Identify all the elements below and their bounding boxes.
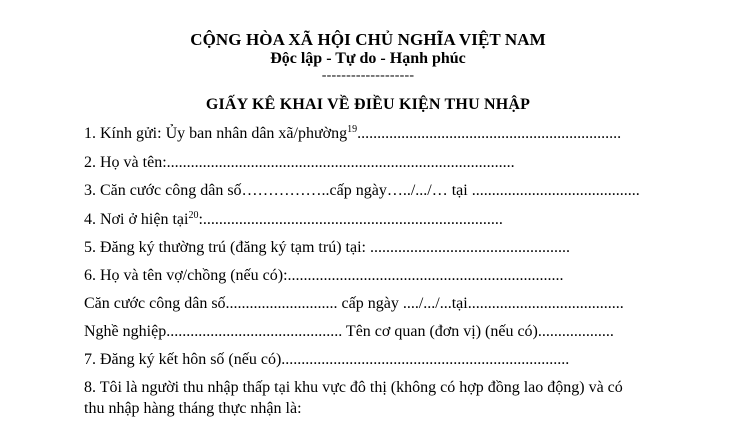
footnote-ref-19: 19: [347, 124, 358, 135]
field-full-name: 2. Họ và tên:.......................................................................................: [84, 154, 515, 171]
nation-heading: CỘNG HÒA XÃ HỘI CHỦ NGHĨA VIỆT NAM: [190, 30, 546, 49]
field-spouse-name: 6. Họ và tên vợ/chồng (nếu có):.....................................................................: [84, 267, 564, 284]
field-income-statement-line1: 8. Tôi là người thu nhập thấp tại khu vực đô thị (không có hợp đồng lao động) và có: [84, 379, 623, 396]
field-spouse-occupation: Nghề nghiệp............................................ Tên cơ quan (đơn vị) (nếu có)...................: [84, 323, 614, 340]
field-income-statement-line2: thu nhập hàng tháng thực nhận là:: [84, 400, 302, 417]
field-current-residence-label: 4. Nơi ở hiện tại: [84, 211, 189, 228]
field-current-residence-dots: :...........................................................................: [198, 211, 503, 228]
motto-heading: Độc lập - Tự do - Hạnh phúc: [270, 50, 466, 67]
footnote-ref-20: 20: [188, 210, 199, 221]
heading-separator: -------------------: [321, 68, 415, 83]
field-marriage-registration: 7. Đăng ký kết hôn số (nếu có)........................................................................: [84, 351, 570, 368]
field-current-residence: [84, 210, 503, 230]
field-addressee-dots: ..................................................................: [357, 125, 622, 142]
field-id-card: 3. Căn cước công dân số……………..cấp ngày…../.../… tại ..........................................: [84, 182, 640, 199]
field-addressee-label: 1. Kính gửi: Ủy ban nhân dân xã/phường: [84, 125, 348, 142]
field-spouse-id-card: Căn cước công dân số............................ cấp ngày ..../.../...tại.......................................: [84, 295, 624, 312]
field-registered-residence: 5. Đăng ký thường trú (đăng ký tạm trú) tại: ..................................................: [84, 239, 570, 256]
field-addressee: [84, 124, 621, 144]
form-title: GIẤY KÊ KHAI VỀ ĐIỀU KIỆN THU NHẬP: [205, 96, 531, 113]
